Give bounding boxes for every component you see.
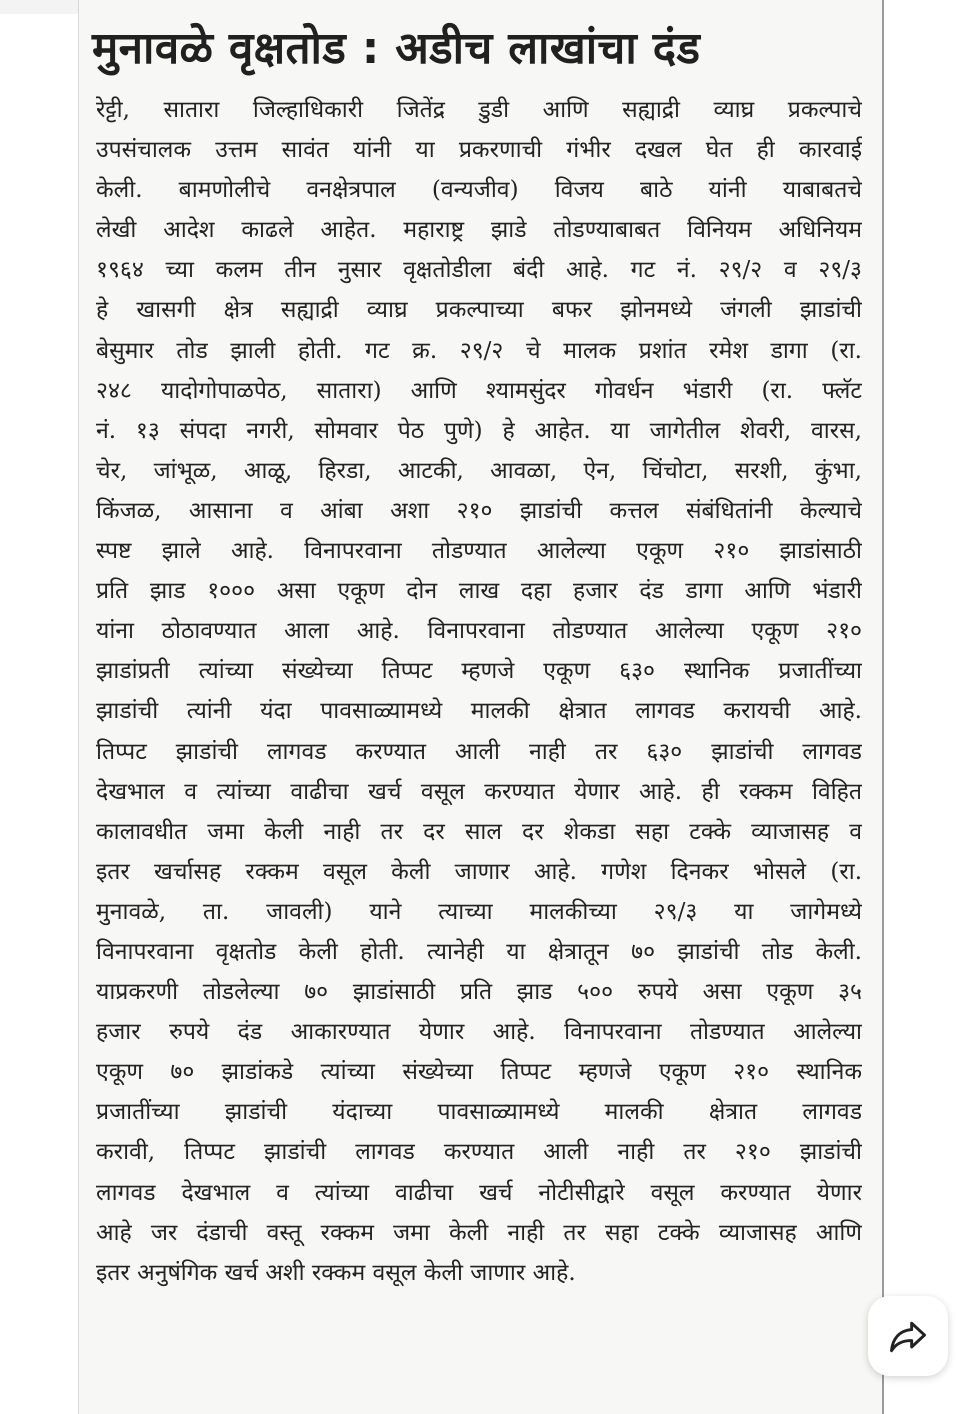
article-line: इतर अनुषंगिक खर्च अशी रक्कम वसूल केली जाणार आहे.	[96, 1259, 576, 1286]
article-line: चेर, जांभूळ, आळू, हिरडा, आटकी, आवळा, ऐन, चिंचोटा, सरशी, कुंभा,	[96, 457, 862, 484]
share-arrow-icon	[886, 1314, 930, 1358]
article-line: यांना ठोठावण्यात आला आहे. विनापरवाना तोडण्यात आलेल्या एकूण २१०	[96, 618, 862, 645]
article-body	[96, 90, 862, 1293]
article-line: किंजळ, आसाना व आंबा अशा २१० झाडांची कत्तल संबंधितांनी केल्याचे	[96, 497, 862, 524]
article-line: देखभाल व त्यांच्या वाढीचा खर्च वसूल करण्यात येणार आहे. ही रक्कम विहित	[96, 778, 862, 805]
article-line: नं. १३ संपदा नगरी, सोमवार पेठ पुणे) हे आहेत. या जागेतील शेवरी, वारस,	[96, 417, 862, 444]
right-margin	[884, 0, 970, 1414]
article-line: इतर खर्चासह रक्कम वसूल केली जाणार आहे. गणेश दिनकर भोसले (रा.	[96, 858, 862, 885]
share-button[interactable]	[868, 1296, 948, 1376]
article-line: स्पष्ट झाले आहे. विनापरवाना तोडण्यात आलेल्या एकूण २१० झाडांसाठी	[96, 538, 862, 565]
article-line: हजार रुपये दंड आकारण्यात येणार आहे. विनापरवाना तोडण्यात आलेल्या	[96, 1019, 862, 1046]
article-line: करावी, तिप्पट झाडांची लागवड करण्यात आली नाही तर २१० झाडांची	[96, 1139, 862, 1166]
article-line: २४८ यादोगोपाळपेठ, सातारा) आणि श्यामसुंदर गोवर्धन भंडारी (रा. फ्लॅट	[96, 377, 862, 404]
article-line: झाडांची त्यांनी यंदा पावसाळ्यामध्ये मालकी क्षेत्रात लागवड करायची आहे.	[96, 698, 862, 725]
article-line: एकूण ७० झाडांकडे त्यांच्या संख्येच्या तिप्पट म्हणजे एकूण २१० स्थानिक	[96, 1059, 862, 1086]
article-line: प्रजातींच्या झाडांची यंदाच्या पावसाळ्यामध्ये मालकी क्षेत्रात लागवड	[96, 1099, 862, 1126]
article-line: विनापरवाना वृक्षतोड केली होती. त्यानेही या क्षेत्रातून ७० झाडांची तोड केली.	[96, 938, 862, 965]
article-line: मुनावळे, ता. जावली) याने त्याच्या मालकीच्या २९/३ या जागेमध्ये	[96, 898, 862, 925]
article-headline: मुनावळे वृक्षतोड : अडीच लाखांचा दंड	[92, 23, 701, 74]
article-line: याप्रकरणी तोडलेल्या ७० झाडांसाठी प्रति झाड ५०० रुपये असा एकूण ३५	[96, 979, 862, 1006]
article-line: लागवड देखभाल व त्यांच्या वाढीचा खर्च नोटीसीद्वारे वसूल करण्यात येणार	[96, 1179, 862, 1206]
article-line: लेखी आदेश काढले आहेत. महाराष्ट्र झाडे तोडण्याबाबत विनियम अधिनियम	[96, 217, 862, 244]
article-line: कालावधीत जमा केली नाही तर दर साल दर शेकडा सहा टक्के व्याजासह व	[96, 818, 862, 845]
article-line: १९६४ च्या कलम तीन नुसार वृक्षतोडीला बंदी आहे. गट नं. २९/२ व २९/३	[96, 257, 862, 284]
article-line: हे खासगी क्षेत्र सह्याद्री व्याघ्र प्रकल्पाच्या बफर झोनमध्ये जंगली झाडांची	[96, 297, 862, 324]
article-line: बेसुमार तोड झाली होती. गट क्र. २९/२ चे मालक प्रशांत रमेश डागा (रा.	[96, 337, 862, 364]
article-line: झाडांप्रती त्यांच्या संख्येच्या तिप्पट म्हणजे एकूण ६३० स्थानिक प्रजातींच्या	[96, 658, 862, 685]
article-line: प्रति झाड १००० असा एकूण दोन लाख दहा हजार दंड डागा आणि भंडारी	[96, 578, 862, 605]
article-line: रेट्टी, सातारा जिल्हाधिकारी जितेंद्र डुडी आणि सह्याद्री व्याघ्र प्रकल्पाचे	[96, 97, 862, 123]
article-line: केली. बामणोलीचे वनक्षेत्रपाल (वन्यजीव) विजय बाठे यांनी याबाबतचे	[96, 177, 862, 204]
article-line: तिप्पट झाडांची लागवड करण्यात आली नाही तर ६३० झाडांची लागवड	[96, 738, 862, 765]
article-line: उपसंचालक उत्तम सावंत यांनी या प्रकरणाची गंभीर दखल घेत ही कारवाई	[96, 137, 862, 164]
left-margin	[0, 0, 78, 1414]
article-line: आहे जर दंडाची वस्तू रक्कम जमा केली नाही तर सहा टक्के व्याजासह आणि	[96, 1219, 862, 1246]
